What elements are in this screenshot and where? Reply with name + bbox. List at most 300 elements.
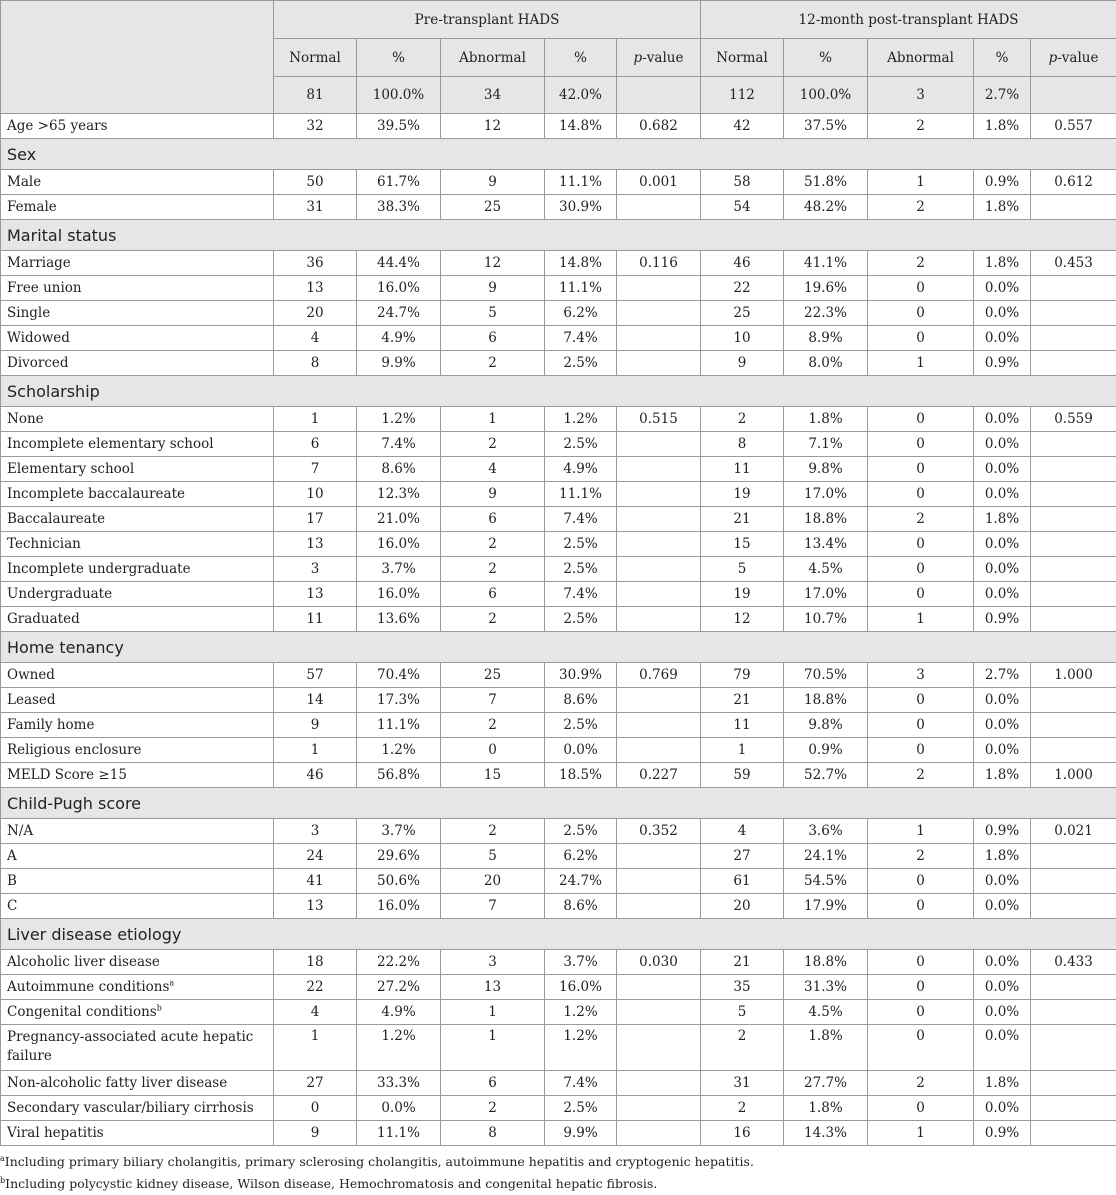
pre-abnormal-cell: 12 — [441, 251, 545, 276]
post-pvalue-header — [1031, 39, 1116, 77]
row-label — [1, 607, 274, 632]
pre-normal-cell: 1 — [274, 1025, 357, 1071]
pre-normal-cell: 9 — [274, 713, 357, 738]
pre-pvalue-cell — [617, 557, 701, 582]
pre-abnormal-pct-cell: 24.7% — [545, 869, 617, 894]
pre-normal-pct-cell: 24.7% — [357, 301, 441, 326]
table-row — [1, 607, 1116, 632]
pre-abnormal-pct-cell: 30.9% — [545, 663, 617, 688]
row-label — [1, 351, 274, 376]
row-label-text: Age >65 years — [7, 118, 108, 134]
pre-abnormal-pct-cell: 11.1% — [545, 482, 617, 507]
post-pvalue-cell — [1031, 301, 1116, 326]
post-normal-cell: 12 — [701, 607, 784, 632]
pre-normal-cell: 50 — [274, 170, 357, 195]
post-normal-cell: 19 — [701, 482, 784, 507]
pre-normal-pct-cell: 50.6% — [357, 869, 441, 894]
post-normal-pct-cell: 54.5% — [784, 869, 868, 894]
post-normal-pct-cell: 17.0% — [784, 482, 868, 507]
pre-normal-pct-cell: 39.5% — [357, 114, 441, 139]
post-normal-cell: 21 — [701, 507, 784, 532]
section-filler-cell — [1031, 376, 1116, 407]
pre-normal-pct-cell: 16.0% — [357, 532, 441, 557]
post-normal-pct-cell: 70.5% — [784, 663, 868, 688]
pre-abnormal-cell: 2 — [441, 607, 545, 632]
post-total-abnormal-pct: 2.7% — [974, 77, 1031, 114]
table-row — [1, 763, 1116, 788]
post-normal-cell: 46 — [701, 251, 784, 276]
section-filler-cell — [701, 788, 784, 819]
pre-total-abnormal-pct: 42.0% — [545, 77, 617, 114]
pre-normal-pct-cell: 1.2% — [357, 738, 441, 763]
section-filler-cell — [868, 220, 974, 251]
section-filler-cell — [701, 632, 784, 663]
post-normal-cell: 2 — [701, 1025, 784, 1071]
post-abnormal-pct-cell: 0.9% — [974, 170, 1031, 195]
post-normal-cell: 35 — [701, 975, 784, 1000]
pre-abnormal-cell: 7 — [441, 688, 545, 713]
pre-pvalue-cell — [617, 276, 701, 301]
table-row — [1, 532, 1116, 557]
row-label-text: B — [7, 873, 17, 889]
post-abnormal-cell: 0 — [868, 482, 974, 507]
pre-normal-pct-cell: 44.4% — [357, 251, 441, 276]
table-row — [1, 844, 1116, 869]
post-abnormal-cell: 0 — [868, 950, 974, 975]
section-filler-cell — [357, 919, 441, 950]
post-normal-pct-cell: 3.6% — [784, 819, 868, 844]
row-label-text: Secondary vascular/biliary cirrhosis — [7, 1100, 254, 1116]
row-label — [1, 663, 274, 688]
section-filler-cell — [545, 632, 617, 663]
section-filler-cell — [441, 919, 545, 950]
pre-abnormal-pct-cell: 2.5% — [545, 1096, 617, 1121]
pre-normal-cell: 57 — [274, 663, 357, 688]
footnote — [0, 1173, 1116, 1195]
post-abnormal-pct-cell: 0.0% — [974, 869, 1031, 894]
section-filler-cell — [357, 632, 441, 663]
post-normal-cell: 20 — [701, 894, 784, 919]
post-abnormal-cell: 2 — [868, 844, 974, 869]
pre-normal-pct-cell: 1.2% — [357, 407, 441, 432]
section-filler-cell — [545, 139, 617, 170]
post-normal-pct-cell: 10.7% — [784, 607, 868, 632]
row-label — [1, 1025, 274, 1071]
row-label-text: Technician — [7, 536, 81, 552]
post-pvalue-cell — [1031, 351, 1116, 376]
row-label — [1, 432, 274, 457]
pre-normal-pct-cell: 12.3% — [357, 482, 441, 507]
pre-normal-cell: 0 — [274, 1096, 357, 1121]
post-pvalue-cell — [1031, 869, 1116, 894]
table-row — [1, 894, 1116, 919]
post-normal-cell: 11 — [701, 713, 784, 738]
post-normal-cell: 19 — [701, 582, 784, 607]
footnote-text: Including primary biliary cholangitis, primary sclerosing cholangitis, autoimmune hepatitis and cryptogenic hepatitis. — [5, 1154, 754, 1169]
pre-normal-cell: 31 — [274, 195, 357, 220]
row-label-text: Incomplete elementary school — [7, 436, 214, 452]
row-label — [1, 457, 274, 482]
pre-abnormal-cell: 25 — [441, 195, 545, 220]
pre-normal-cell: 18 — [274, 950, 357, 975]
post-pvalue-cell — [1031, 507, 1116, 532]
post-abnormal-header: Abnormal — [868, 39, 974, 77]
row-label-text: Religious enclosure — [7, 742, 142, 758]
pre-abnormal-cell: 15 — [441, 763, 545, 788]
post-abnormal-cell: 1 — [868, 607, 974, 632]
post-pvalue-cell — [1031, 975, 1116, 1000]
section-filler-cell — [617, 139, 701, 170]
post-abnormal-cell: 1 — [868, 819, 974, 844]
post-abnormal-cell: 1 — [868, 351, 974, 376]
pre-pvalue-cell — [617, 894, 701, 919]
row-label-text: A — [7, 848, 17, 864]
row-label-text: Widowed — [7, 330, 70, 346]
pre-abnormal-cell: 2 — [441, 557, 545, 582]
pre-pvalue-cell: 0.030 — [617, 950, 701, 975]
pre-pvalue-cell: 0.682 — [617, 114, 701, 139]
post-pvalue-cell — [1031, 1096, 1116, 1121]
table-row — [1, 975, 1116, 1000]
pvalue-suffix: -value — [642, 50, 683, 66]
row-label — [1, 251, 274, 276]
pre-abnormal-pct-cell: 2.5% — [545, 432, 617, 457]
row-label-text: Incomplete undergraduate — [7, 561, 191, 577]
section-filler-cell — [974, 376, 1031, 407]
pre-abnormal-pct-cell: 18.5% — [545, 763, 617, 788]
post-abnormal-pct-cell: 0.9% — [974, 351, 1031, 376]
table-row — [1, 482, 1116, 507]
post-normal-pct-cell: 24.1% — [784, 844, 868, 869]
post-abnormal-cell: 2 — [868, 507, 974, 532]
pre-pvalue-cell — [617, 1071, 701, 1096]
table-row — [1, 351, 1116, 376]
table-row — [1, 582, 1116, 607]
pre-abnormal-pct-cell: 2.5% — [545, 607, 617, 632]
pre-normal-pct-cell: 0.0% — [357, 1096, 441, 1121]
post-pvalue-cell — [1031, 432, 1116, 457]
post-normal-pct-cell: 18.8% — [784, 688, 868, 713]
section-filler-cell — [441, 376, 545, 407]
row-label-text: C — [7, 898, 17, 914]
pre-normal-cell: 13 — [274, 532, 357, 557]
pre-abnormal-cell: 1 — [441, 407, 545, 432]
table-row — [1, 170, 1116, 195]
post-normal-cell: 8 — [701, 432, 784, 457]
table-row — [1, 276, 1116, 301]
pre-normal-cell: 24 — [274, 844, 357, 869]
pre-normal-pct-cell: 9.9% — [357, 351, 441, 376]
post-abnormal-pct-cell: 0.0% — [974, 276, 1031, 301]
pre-abnormal-pct-cell: 1.2% — [545, 407, 617, 432]
post-normal-pct-header: % — [784, 39, 868, 77]
post-normal-cell: 9 — [701, 351, 784, 376]
section-label: Liver disease etiology — [1, 919, 274, 950]
post-normal-cell: 16 — [701, 1121, 784, 1146]
post-transplant-header: 12-month post-transplant HADS — [701, 1, 1116, 39]
post-abnormal-cell: 0 — [868, 1025, 974, 1071]
post-normal-pct-cell: 37.5% — [784, 114, 868, 139]
pre-normal-pct-header: % — [357, 39, 441, 77]
section-filler-cell — [1031, 919, 1116, 950]
pre-normal-cell: 4 — [274, 1000, 357, 1025]
post-normal-header: Normal — [701, 39, 784, 77]
post-normal-cell: 1 — [701, 738, 784, 763]
section-filler-cell — [441, 139, 545, 170]
pre-pvalue-cell — [617, 351, 701, 376]
pre-normal-pct-cell: 16.0% — [357, 894, 441, 919]
pre-normal-cell: 10 — [274, 482, 357, 507]
row-label-text: Alcoholic liver disease — [7, 954, 160, 970]
post-pvalue-cell — [1031, 457, 1116, 482]
post-pvalue-cell — [1031, 557, 1116, 582]
pre-abnormal-cell: 5 — [441, 301, 545, 326]
post-normal-pct-cell: 9.8% — [784, 457, 868, 482]
post-pvalue-cell — [1031, 713, 1116, 738]
pre-normal-pct-cell: 29.6% — [357, 844, 441, 869]
post-abnormal-pct-cell: 0.0% — [974, 1096, 1031, 1121]
post-normal-pct-cell: 8.0% — [784, 351, 868, 376]
pre-abnormal-cell: 2 — [441, 351, 545, 376]
pre-abnormal-cell: 1 — [441, 1025, 545, 1071]
post-pvalue-cell — [1031, 532, 1116, 557]
pre-abnormal-pct-cell: 9.9% — [545, 1121, 617, 1146]
pre-abnormal-cell: 4 — [441, 457, 545, 482]
section-filler-cell — [545, 919, 617, 950]
pre-normal-pct-cell: 38.3% — [357, 195, 441, 220]
pre-normal-pct-cell: 70.4% — [357, 663, 441, 688]
row-label — [1, 582, 274, 607]
pre-normal-cell: 17 — [274, 507, 357, 532]
section-filler-cell — [274, 632, 357, 663]
row-label — [1, 276, 274, 301]
post-normal-pct-cell: 0.9% — [784, 738, 868, 763]
row-label-text: Marriage — [7, 255, 71, 271]
section-filler-cell — [1031, 139, 1116, 170]
section-filler-cell — [357, 376, 441, 407]
section-row — [1, 632, 1116, 663]
pre-normal-pct-cell: 27.2% — [357, 975, 441, 1000]
section-filler-cell — [701, 919, 784, 950]
row-label — [1, 713, 274, 738]
post-abnormal-pct-cell: 0.0% — [974, 582, 1031, 607]
pre-abnormal-pct-cell: 1.2% — [545, 1000, 617, 1025]
section-filler-cell — [974, 919, 1031, 950]
row-label-text: Female — [7, 199, 57, 215]
pre-total-pvalue — [617, 77, 701, 114]
section-filler-cell — [1031, 632, 1116, 663]
row-label-text: Elementary school — [7, 461, 134, 477]
table-row — [1, 1000, 1116, 1025]
post-abnormal-cell: 2 — [868, 251, 974, 276]
post-abnormal-cell: 0 — [868, 738, 974, 763]
row-label-text: Graduated — [7, 611, 80, 627]
row-label-text: N/A — [7, 823, 33, 839]
pre-abnormal-pct-cell: 7.4% — [545, 582, 617, 607]
section-filler-cell — [617, 632, 701, 663]
section-filler-cell — [784, 376, 868, 407]
row-label — [1, 844, 274, 869]
row-label — [1, 738, 274, 763]
post-abnormal-pct-cell: 0.0% — [974, 1000, 1031, 1025]
post-normal-cell: 27 — [701, 844, 784, 869]
post-pvalue-cell — [1031, 607, 1116, 632]
section-filler-cell — [617, 919, 701, 950]
post-abnormal-pct-cell: 0.0% — [974, 301, 1031, 326]
post-abnormal-pct-cell: 0.0% — [974, 457, 1031, 482]
post-normal-pct-cell: 18.8% — [784, 950, 868, 975]
post-abnormal-cell: 1 — [868, 1121, 974, 1146]
pre-normal-pct-cell: 13.6% — [357, 607, 441, 632]
pre-pvalue-cell — [617, 532, 701, 557]
pre-normal-cell: 13 — [274, 276, 357, 301]
row-label — [1, 894, 274, 919]
post-abnormal-cell: 1 — [868, 170, 974, 195]
pre-pvalue-cell — [617, 1096, 701, 1121]
pre-abnormal-pct-cell: 2.5% — [545, 557, 617, 582]
pre-abnormal-cell: 6 — [441, 326, 545, 351]
post-pvalue-cell — [1031, 1000, 1116, 1025]
pre-abnormal-pct-cell: 3.7% — [545, 950, 617, 975]
pre-pvalue-cell: 0.227 — [617, 763, 701, 788]
table-row — [1, 1071, 1116, 1096]
section-row — [1, 919, 1116, 950]
post-abnormal-pct-cell: 0.0% — [974, 532, 1031, 557]
pre-abnormal-cell: 2 — [441, 819, 545, 844]
post-normal-pct-cell: 4.5% — [784, 1000, 868, 1025]
row-label-text: Autoimmune conditions — [7, 979, 169, 995]
post-normal-pct-cell: 8.9% — [784, 326, 868, 351]
pre-abnormal-pct-cell: 2.5% — [545, 713, 617, 738]
section-filler-cell — [784, 632, 868, 663]
row-label-text: MELD Score ≥15 — [7, 767, 127, 783]
section-label: Marital status — [1, 220, 274, 251]
pre-pvalue-cell: 0.116 — [617, 251, 701, 276]
pre-normal-pct-cell: 4.9% — [357, 326, 441, 351]
pre-pvalue-cell — [617, 326, 701, 351]
table-row — [1, 663, 1116, 688]
table-row — [1, 507, 1116, 532]
post-abnormal-pct-cell: 0.0% — [974, 1025, 1031, 1071]
row-label-text: Baccalaureate — [7, 511, 105, 527]
post-pvalue-cell — [1031, 1121, 1116, 1146]
table-row — [1, 950, 1116, 975]
pre-normal-pct-cell: 33.3% — [357, 1071, 441, 1096]
post-abnormal-pct-cell: 0.0% — [974, 894, 1031, 919]
row-label — [1, 407, 274, 432]
post-normal-pct-cell: 48.2% — [784, 195, 868, 220]
post-normal-pct-cell: 13.4% — [784, 532, 868, 557]
table-row — [1, 688, 1116, 713]
post-abnormal-pct-cell: 1.8% — [974, 195, 1031, 220]
post-normal-pct-cell: 1.8% — [784, 1025, 868, 1071]
post-abnormal-pct-cell: 1.8% — [974, 507, 1031, 532]
pre-normal-cell: 32 — [274, 114, 357, 139]
post-normal-cell: 5 — [701, 557, 784, 582]
post-abnormal-pct-cell: 0.0% — [974, 950, 1031, 975]
section-filler-cell — [274, 376, 357, 407]
pre-abnormal-cell: 3 — [441, 950, 545, 975]
pre-total-abnormal: 34 — [441, 77, 545, 114]
post-pvalue-cell — [1031, 482, 1116, 507]
pre-normal-pct-cell: 8.6% — [357, 457, 441, 482]
section-filler-cell — [357, 139, 441, 170]
post-pvalue-cell: 0.559 — [1031, 407, 1116, 432]
post-normal-cell: 61 — [701, 869, 784, 894]
pre-total-normal: 81 — [274, 77, 357, 114]
row-label — [1, 1071, 274, 1096]
pre-abnormal-pct-cell: 7.4% — [545, 1071, 617, 1096]
post-normal-cell: 15 — [701, 532, 784, 557]
row-label — [1, 114, 274, 139]
table-row — [1, 326, 1116, 351]
section-filler-cell — [545, 220, 617, 251]
row-label-text: Single — [7, 305, 50, 321]
pre-normal-cell: 22 — [274, 975, 357, 1000]
row-label — [1, 532, 274, 557]
post-abnormal-cell: 0 — [868, 276, 974, 301]
row-label-text: Incomplete baccalaureate — [7, 486, 185, 502]
section-filler-cell — [974, 632, 1031, 663]
post-abnormal-pct-header: % — [974, 39, 1031, 77]
row-label — [1, 326, 274, 351]
section-filler-cell — [617, 376, 701, 407]
section-filler-cell — [868, 139, 974, 170]
pre-abnormal-pct-cell: 7.4% — [545, 507, 617, 532]
pre-normal-cell: 3 — [274, 557, 357, 582]
row-label — [1, 1121, 274, 1146]
post-pvalue-cell: 1.000 — [1031, 763, 1116, 788]
pre-pvalue-cell — [617, 582, 701, 607]
pre-normal-cell: 3 — [274, 819, 357, 844]
footnote-marker: a — [0, 1154, 5, 1163]
post-normal-cell: 31 — [701, 1071, 784, 1096]
section-filler-cell — [784, 919, 868, 950]
row-label — [1, 763, 274, 788]
pre-pvalue-cell — [617, 457, 701, 482]
post-pvalue-cell — [1031, 688, 1116, 713]
post-abnormal-pct-cell: 0.9% — [974, 1121, 1031, 1146]
footnote-marker: a — [169, 979, 174, 988]
post-abnormal-pct-cell: 1.8% — [974, 763, 1031, 788]
pre-abnormal-cell: 2 — [441, 432, 545, 457]
section-label: Sex — [1, 139, 274, 170]
post-pvalue-cell — [1031, 894, 1116, 919]
post-abnormal-pct-cell: 0.0% — [974, 432, 1031, 457]
post-abnormal-cell: 0 — [868, 532, 974, 557]
pre-normal-pct-cell: 22.2% — [357, 950, 441, 975]
post-normal-pct-cell: 51.8% — [784, 170, 868, 195]
post-abnormal-pct-cell: 0.0% — [974, 975, 1031, 1000]
section-filler-cell — [868, 788, 974, 819]
pre-transplant-header: Pre-transplant HADS — [274, 1, 701, 39]
pre-abnormal-cell: 5 — [441, 844, 545, 869]
pre-abnormal-cell: 9 — [441, 170, 545, 195]
row-label — [1, 869, 274, 894]
post-normal-pct-cell: 9.8% — [784, 713, 868, 738]
pre-normal-cell: 27 — [274, 1071, 357, 1096]
row-label — [1, 170, 274, 195]
table-row — [1, 432, 1116, 457]
pre-normal-cell: 6 — [274, 432, 357, 457]
pre-abnormal-cell: 2 — [441, 1096, 545, 1121]
section-filler-cell — [357, 788, 441, 819]
post-total-pvalue — [1031, 77, 1116, 114]
pre-abnormal-pct-cell: 2.5% — [545, 532, 617, 557]
pre-abnormal-pct-cell: 4.9% — [545, 457, 617, 482]
footnote — [0, 1151, 1116, 1173]
post-abnormal-cell: 2 — [868, 763, 974, 788]
